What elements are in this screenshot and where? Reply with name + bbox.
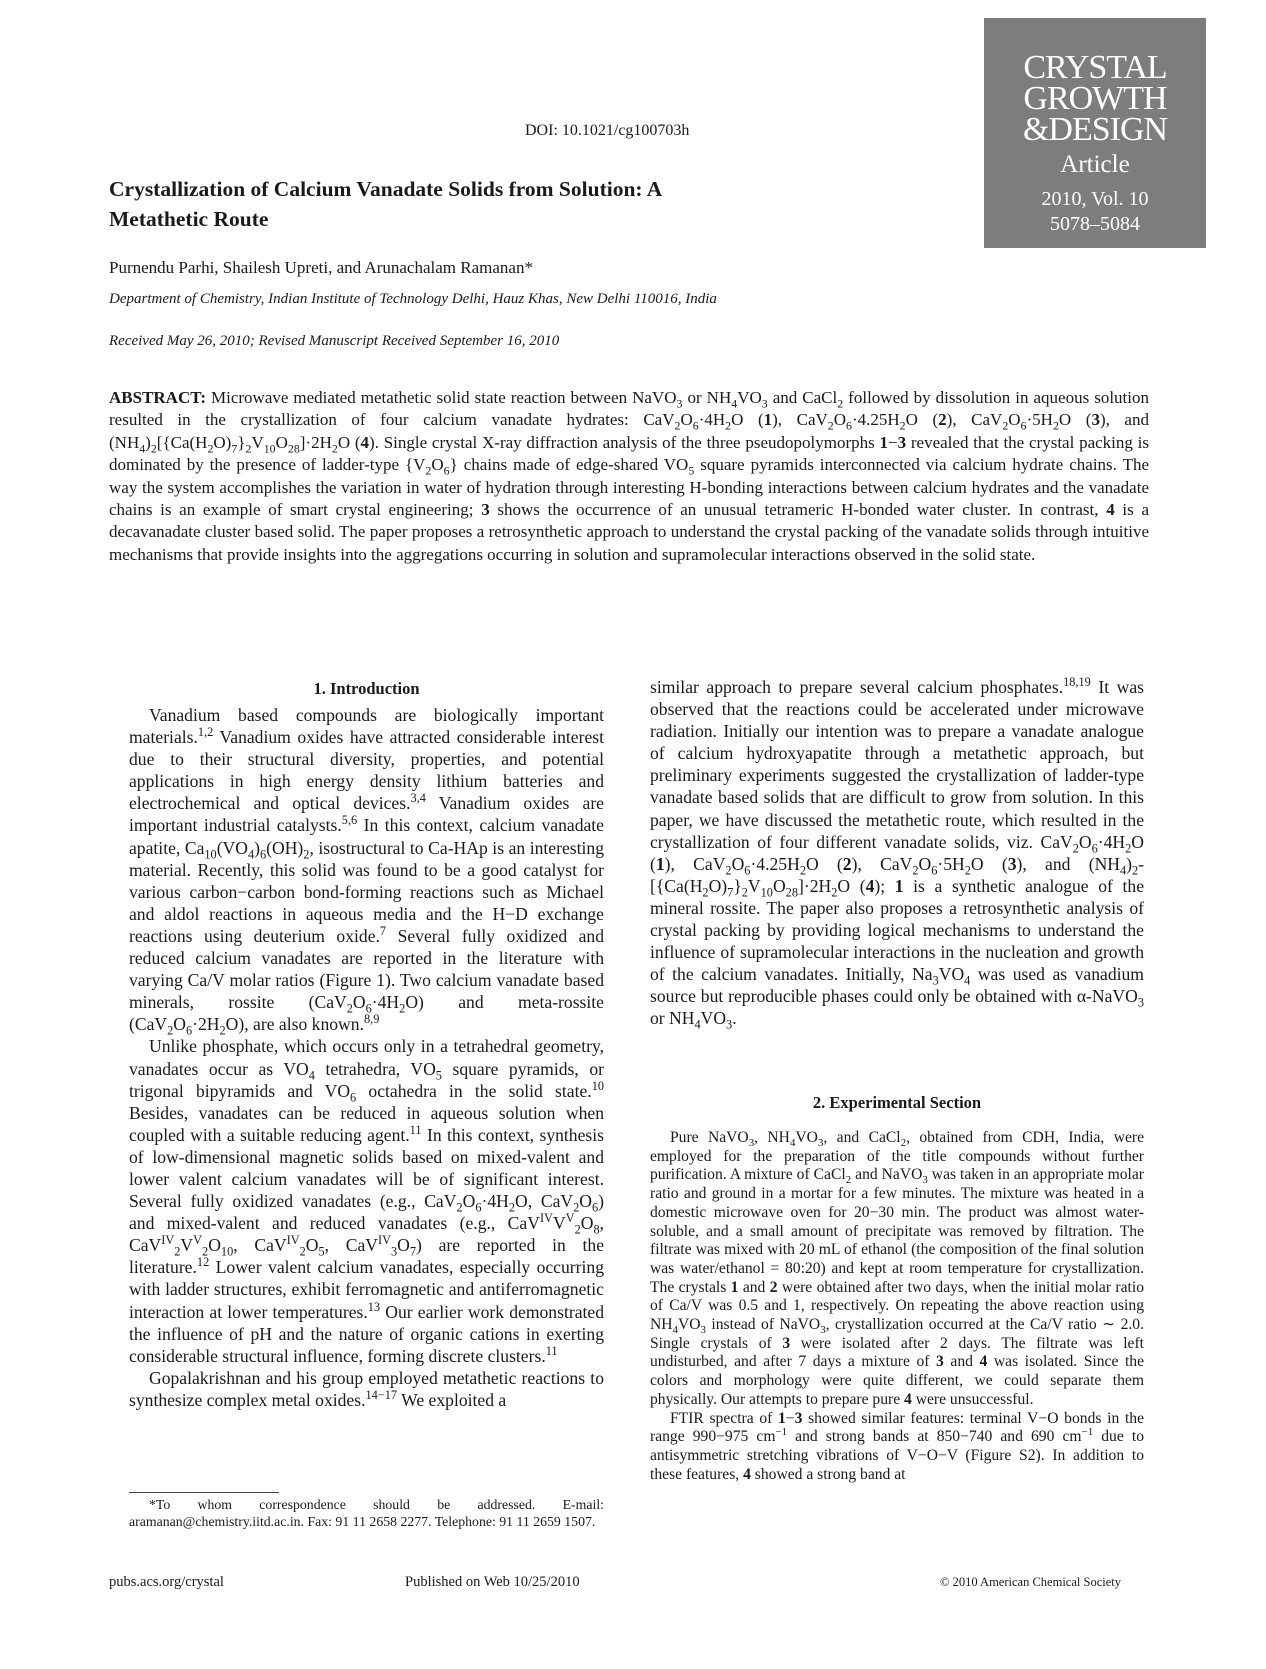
correspondence-footnote: *To whom correspondence should be addressed. E-mail: aramanan@chemistry.iitd.ac.in. Fax: 91 11 2658 2277. Telephone: 91 11 2659 1507.: [129, 1497, 604, 1529]
affiliation: Department of Chemistry, Indian Institute of Technology Delhi, Hauz Khas, New Delhi 110016, India: [109, 291, 717, 307]
journal-name-line1: CRYSTAL: [1023, 49, 1167, 86]
footer-copyright: © 2010 American Chemical Society: [940, 1575, 1121, 1589]
footer-published: Published on Web 10/25/2010: [405, 1574, 580, 1590]
journal-name-line2: GROWTH: [1023, 80, 1167, 117]
journal-name-line3: &DESIGN: [1022, 111, 1168, 148]
journal-badge: [984, 18, 1206, 248]
introduction-right-column: similar approach to prepare several calcium phosphates.$^{18,19}$ It was observed that the reactions could be accelerated under microwave radiation. Initially our intention was to prepare a vanadate analogue of calcium hydroxyapatite through a metathetic approach, but preliminary experiments suggested the crystallization of ladder-type vanadate based solids that are difficult to grow from solution. In this paper, we have discussed the metathetic route, which resulted in the crystallization of four different vanadate solids, viz. $CaV_2O_6\cdot 4H_2O$ (1), $CaV_2O_6\cdot 4.25H_2O$ (2), $CaV_2O_6\cdot 5H_2O$ (3), and $(NH_4)_2-[\{Ca(H_2O)_7\}_2V_{10}O_{28}]\cdot 2H_2O$ (4); 1 is a synthetic analogue of the mineral rossite. The paper also proposes a retrosynthetic analysis of crystal packing by providing logical mechanisms to understand the influence of supramolecular interactions in the nucleation and growth of the calcium vanadates. Initially, $Na_3VO_4$ was used as vanadium source but reproducible phases could only be obtained with α-NaVO$_3$ or $NH_4VO_3$.: [650, 675, 1145, 1032]
article-title: Crystallization of Calcium Vanadate Solids from Solution: A Metathetic Route: [109, 177, 662, 231]
doi: DOI: 10.1021/cg100703h: [525, 122, 690, 139]
abstract-label: ABSTRACT:: [109, 388, 206, 407]
footnote-divider: [129, 1492, 279, 1493]
footer-url: pubs.acs.org/crystal: [109, 1574, 224, 1590]
received-dates: Received May 26, 2010; Revised Manuscript Received September 16, 2010: [109, 333, 560, 349]
abstract: ABSTRACT: Microwave mediated metathetic solid state reaction between NaVO$_3$ or $NH_4VO_3$ and CaCl$_2$ followed by dissolution in aqueous solution resulted in the crystallization of four calcium vanadate hydrates: $CaV_2O_6\cdot 4H_2O$ (1), $CaV_2O_6\cdot 4.25H_2O$ (2), $CaV_2O_6\cdot 5H_2O$ (3), and $(NH_4)_2[\{Ca(H_2O)_7\}_2V_{10}O_{28}]\cdot 2H_2O$ (4). Single crystal X-ray diffraction analysis of the three pseudopolymorphs 1−3 revealed that the crystal packing is dominated by the presence of ladder-type $\{V_2O_6\}$ chains made of edge-shared $VO_5$ square pyramids interconnected via calcium hydrate chains. The way the system accomplishes the variation in water of hydration through interesting H-bonding interactions between calcium hydrates and the vanadate chains is an example of smart crystal engineering; 3 shows the occurrence of an unusual tetrameric H-bonded water cluster. In contrast, 4 is a decavanadate cluster based solid. The paper proposes a retrosynthetic approach to understand the crystal packing of the vanadate solids through intuitive mechanisms that provide insights into the aggregations occurring in solution and supramolecular interactions observed in the solid state.: [109, 388, 1150, 564]
author-list: Purnendu Parhi, Shailesh Upreti, and Arunachalam Ramanan*: [109, 258, 533, 277]
journal-pages: 5078–5084: [1050, 213, 1140, 235]
article-type: Article: [1060, 151, 1130, 178]
journal-volume: 2010, Vol. 10: [1041, 188, 1149, 210]
experimental-body: Pure NaVO$_3$, $NH_4VO_3$, and CaCl$_2$, obtained from CDH, India, were employed for the preparation of the title compounds without further purification. A mixture of CaCl$_2$ and NaVO$_3$ was taken in an appropriate molar ratio and ground in a mortar for a few minutes. The mixture was heated in a domestic microwave oven for 20−30 min. The product was almost water-soluble, and a small amount of precipitate was removed by filtration. The filtrate was mixed with 20 mL of ethanol (the composition of the final solution was water/ethanol = 80:20) and kept at room temperature for crystallization. The crystals 1 and 2 were obtained after two days, when the initial molar ratio of Ca/V was 0.5 and 1, respectively. On repeating the above reaction using $NH_4VO_3$ instead of NaVO$_3$, crystallization occurred at the Ca/V ratio ∼ 2.0. Single crystals of 3 were isolated after 2 days. The filtrate was left undisturbed, and after 7 days a mixture of 3 and 4 was isolated. Since the colors and morphology were quite different, we could separate them physically. Our attempts to prepare pure 4 were unsuccessful. FTIR spectra of 1−3 showed similar features: terminal V−O bonds in the range 990−975 $cm^{-1}$ and strong bands at 850−740 and 690 $cm^{-1}$ due to antisymmetric stretching vibrations of V−O−V (Figure S2). In addition to these features, 4 showed a strong band at: [650, 1129, 1144, 1483]
section-heading-experimental: 2. Experimental Section: [812, 1093, 982, 1112]
introduction-left-column: Vanadium based compounds are biologically important materials.$^{1,2}$ Vanadium oxides have attracted considerable interest due to their structural diversity, properties, and potential applications in high energy density lithium batteries and electrochemical and optical devices.$^{3,4}$ Vanadium oxides are important industrial catalysts.$^{5,6}$ In this context, calcium vanadate apatite, $Ca_{10}(VO_4)_6(OH)_2$, isostructural to Ca-HAp is an interesting material. Recently, this solid was found to be a good catalyst for various carbon−carbon bond-forming reactions such as Michael and aldol reactions in aqueous media and the H−D exchange reactions using deuterium oxide.$^7$ Several fully oxidized and reduced calcium vanadates are reported in the literature with varying Ca/V molar ratios (Figure 1). Two calcium vanadate based minerals, rossite $(CaV_2O_6\cdot 4H_2O)$ and meta-rossite $(CaV_2O_6\cdot 2H_2O)$, are also known.$^{8,9}$ Unlike phosphate, which occurs only in a tetrahedral geometry, vanadates occur as $VO_4$ tetrahedra, $VO_5$ square pyramids, or trigonal bipyramids and $VO_6$ octahedra in the solid state.$^{10}$ Besides, vanadates can be reduced in aqueous solution when coupled with a suitable reducing agent.$^{11}$ In this context, synthesis of low-dimensional magnetic solids based on mixed-valent and lower valent calcium vanadates will be of significant interest. Several fully oxidized vanadates (e.g., $CaV_2O_6\cdot 4H_2O$, $CaV_2O_6$) and mixed-valent and reduced vanadates (e.g., $CaV^{IV}V^V_2O_8$, $CaV^{IV}_2V^V_2O_{10}$, $CaV^{IV}_2O_5$, $CaV^{IV}_3O_7$) are reported in the literature.$^{12}$ Lower valent calcium vanadates, especially occurring with ladder structures, exhibit ferromagnetic and antiferromagnetic interaction at lower temperatures.$^{13}$ Our earlier work demonstrated the influence of pH and the nature of organic cations in exerting considerable structural influence, forming discrete clusters.$^{11}$ Gopalakrishnan and his group employed metathetic reactions to synthesize complex metal oxides.$^{14-17}$ We exploited a: [129, 705, 605, 1410]
section-heading-introduction: 1. Introduction: [313, 679, 420, 698]
